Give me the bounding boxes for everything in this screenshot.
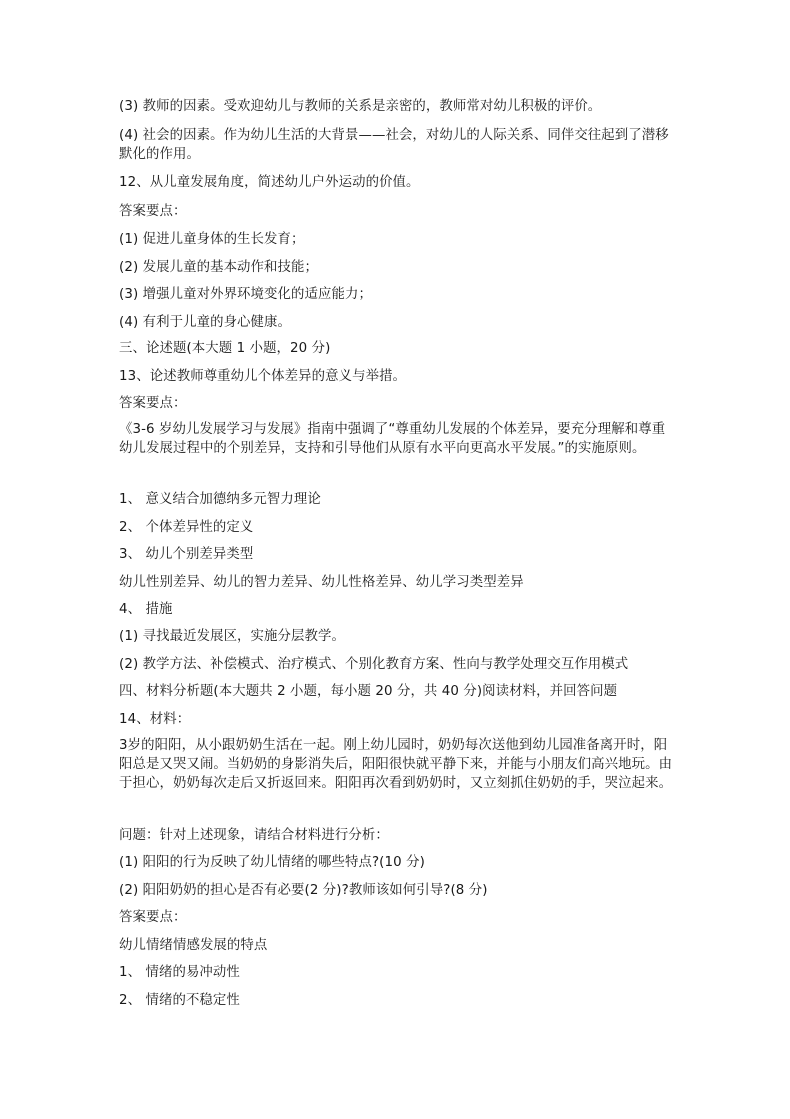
emotion-feature-1: 1、 情绪的易冲动性 xyxy=(119,965,240,980)
measure-1: (1) 寻找最近发展区，实施分层教学。 xyxy=(119,629,345,644)
answer-item-2: (2) 发展儿童的基本动作和技能； xyxy=(119,260,319,275)
question-prompt: 问题：针对上述现象，请结合材料进行分析： xyxy=(119,828,389,843)
section-heading-material: 四、材料分析题(本大题共 2 小题，每小题 20 分，共 40 分)阅读材料，并回答问题 xyxy=(119,684,618,699)
answer-key-heading: 答案要点： xyxy=(119,204,187,219)
emotion-features-heading: 幼儿情绪情感发展的特点 xyxy=(119,938,268,953)
answer-item-3: (3) 增强儿童对外界环境变化的适应能力； xyxy=(119,287,372,302)
emotion-feature-2: 2、 情绪的不稳定性 xyxy=(119,993,240,1008)
question-12: 12、从儿童发展角度，简述幼儿户外运动的价值。 xyxy=(119,175,420,190)
sub-question-2: (2) 阳阳奶奶的担心是否有必要(2 分)?教师该如何引导?(8 分) xyxy=(119,883,488,898)
point-2: 2、 个体差异性的定义 xyxy=(119,520,254,535)
answer-item-1: (1) 促进儿童身体的生长发育； xyxy=(119,232,305,247)
answer-item-teacher-factor: (3) 教师的因素。受欢迎幼儿与教师的关系是亲密的，教师常对幼儿积极的评价。 xyxy=(119,99,602,114)
section-heading-essay: 三、论述题(本大题 1 小题，20 分) xyxy=(119,341,331,356)
answer-item-society-factor: (4) 社会的因素。作为幼儿生活的大背景——社会，对幼儿的人际关系、同伴交往起到了潜移默化的作用。 xyxy=(119,128,669,162)
measure-2: (2) 教学方法、补偿模式、治疗模式、个别化教育方案、性向与教学处理交互作用模式 xyxy=(119,657,629,672)
answer-item-4: (4) 有利于儿童的身心健康。 xyxy=(119,315,292,330)
question-13: 13、论述教师尊重幼儿个体差异的意义与举措。 xyxy=(119,369,407,384)
difference-types: 幼儿性别差异、幼儿的智力差异、幼儿性格差异、幼儿学习类型差异 xyxy=(119,575,524,590)
sub-question-1: (1) 阳阳的行为反映了幼儿情绪的哪些特点?(10 分) xyxy=(119,855,425,870)
material-paragraph: 3岁的阳阳，从小跟奶奶生活在一起。刚上幼儿园时，奶奶每次送他到幼儿园准备离开时，阳阳总是又哭又闹。当奶奶的身影消失后，阳阳很快就平静下来，并能与小朋友们高兴地玩。由于担心，奶奶每次走后又折返回来。阳阳再次看到奶奶时，又立刻抓住奶奶的手，哭泣起来。 xyxy=(119,738,673,791)
guideline-paragraph: 《3-6 岁幼儿发展学习与发展》指南中强调了“尊重幼儿发展的个体差异，要充分理解和尊重幼儿发展过程中的个别差异，支持和引导他们从原有水平向更高水平发展。”的实施原则。 xyxy=(119,422,666,456)
answer-key-heading: 答案要点： xyxy=(119,396,187,411)
question-14: 14、材料： xyxy=(119,712,191,727)
point-3: 3、 幼儿个别差异类型 xyxy=(119,547,254,562)
answer-key-heading: 答案要点： xyxy=(119,910,187,925)
point-1: 1、 意义结合加德纳多元智力理论 xyxy=(119,492,321,507)
point-4: 4、 措施 xyxy=(119,602,173,617)
